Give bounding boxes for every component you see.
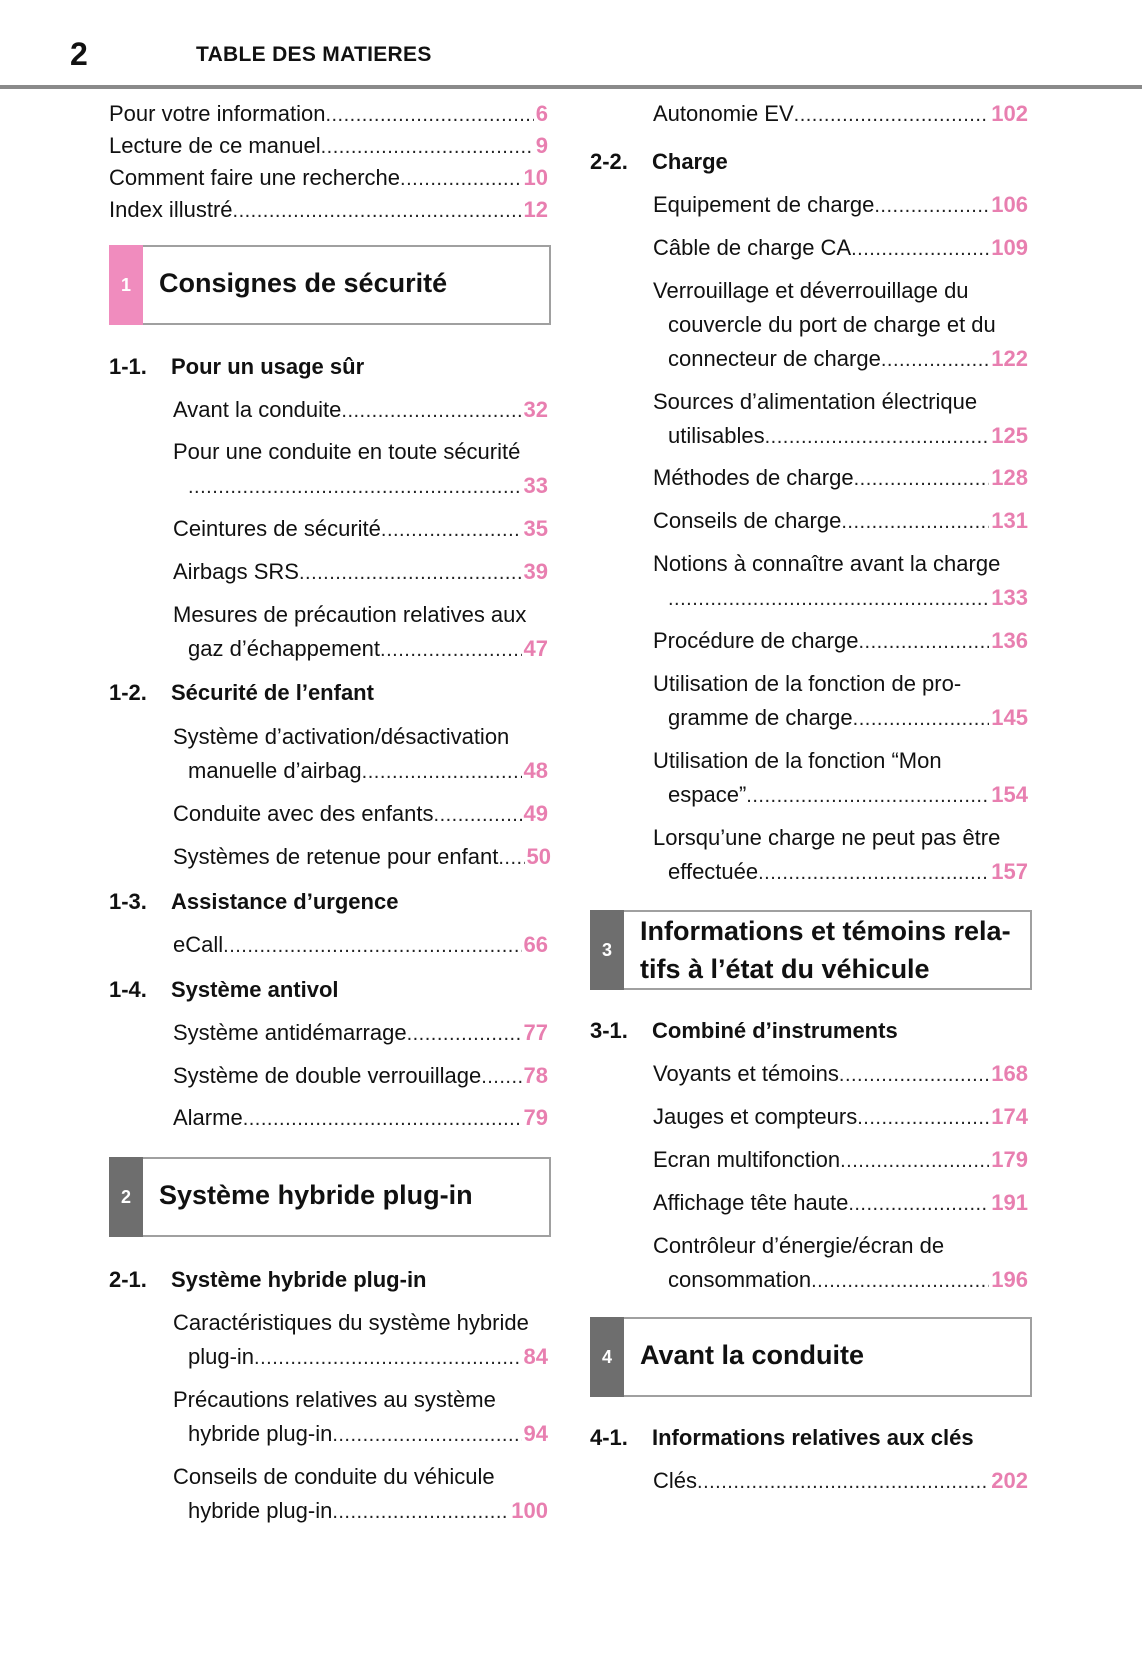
toc-entry[interactable] <box>668 703 1028 734</box>
entry-page: 94 <box>523 1421 548 1446</box>
dot-leader <box>223 931 521 961</box>
entry-label: hybride plug-in <box>188 1498 333 1523</box>
section-heading[interactable] <box>109 678 374 708</box>
section-heading[interactable] <box>109 352 364 382</box>
toc-entry[interactable] <box>109 195 548 226</box>
entry-label: Ecran multifonction <box>653 1147 841 1172</box>
dot-leader <box>325 100 533 130</box>
dot-leader <box>332 1420 521 1450</box>
toc-entry[interactable] <box>653 626 1028 657</box>
entry-label: manuelle d’airbag <box>188 758 362 783</box>
entry-label: Comment faire une recherche <box>109 165 401 190</box>
entry-page: 9 <box>535 133 548 158</box>
section-title: Charge <box>652 149 728 174</box>
entry-label: Ceintures de sécurité <box>173 516 381 541</box>
toc-entry[interactable] <box>188 756 548 787</box>
toc-entry[interactable] <box>173 930 548 961</box>
section-title: Sécurité de l’enfant <box>171 680 374 705</box>
section-title: Système antivol <box>171 977 339 1002</box>
entry-label-line: Utilisation de la fonction “Mon <box>653 748 942 773</box>
chapter-tab: 1 <box>109 245 143 325</box>
section-number: 2-1. <box>109 1267 147 1292</box>
section-number: 2-2. <box>590 149 628 174</box>
dot-leader <box>854 464 990 494</box>
entry-label: Câble de charge CA <box>653 235 852 260</box>
chapter-title: Avant la conduite <box>640 1340 865 1370</box>
entry-page: 168 <box>991 1061 1028 1086</box>
entry-page: 179 <box>991 1147 1028 1172</box>
dot-leader <box>794 100 990 130</box>
entry-label: Système de double verrouillage <box>173 1063 482 1088</box>
entry-page: 78 <box>523 1063 548 1088</box>
dot-leader <box>407 1019 522 1049</box>
entry-page: 79 <box>523 1105 548 1130</box>
toc-entry[interactable] <box>173 514 548 545</box>
entry-label: Avant la conduite <box>173 397 342 422</box>
entry-label: Equipement de charge <box>653 192 875 217</box>
section-heading[interactable] <box>109 887 398 917</box>
entry-label-line: Contrôleur d’énergie/écran de <box>653 1233 945 1258</box>
toc-entry[interactable] <box>173 1061 548 1092</box>
dot-leader <box>362 757 522 787</box>
toc-entry[interactable] <box>188 634 548 665</box>
toc-entry[interactable] <box>668 344 1028 375</box>
section-title: Système hybride plug-in <box>171 1267 427 1292</box>
entry-label: Voyants et témoins <box>653 1061 839 1086</box>
entry-page: 136 <box>991 628 1028 653</box>
dot-leader <box>851 234 989 264</box>
dot-leader <box>321 132 534 162</box>
section-number: 1-1. <box>109 354 147 379</box>
dot-leader <box>380 635 521 665</box>
dot-leader <box>746 781 989 811</box>
toc-entry[interactable] <box>109 131 548 162</box>
entry-label: Méthodes de charge <box>653 465 854 490</box>
entry-page: 10 <box>523 165 548 190</box>
dot-leader <box>840 1146 989 1176</box>
toc-entry[interactable] <box>653 233 1028 264</box>
chapter-title-line: tifs à l’état du véhicule <box>640 954 930 984</box>
entry-label: Autonomie EV <box>653 101 794 126</box>
entry-label-line: Sources d’alimentation électrique <box>653 389 978 414</box>
entry-label: Systèmes de retenue pour enfant <box>173 844 499 869</box>
entry-label: gramme de charge <box>668 705 853 730</box>
toc-entry[interactable] <box>188 1342 548 1373</box>
dot-leader <box>881 345 989 375</box>
entry-label-line: Utilisation de la fonction de pro- <box>653 671 962 696</box>
entry-label-line: Notions à connaître avant la charge <box>653 551 1001 576</box>
entry-label-line: Système d’activation/désactivation <box>173 724 510 749</box>
entry-label: hybride plug-in <box>188 1421 333 1446</box>
section-title: Assistance d’urgence <box>171 889 399 914</box>
entry-label: espace” <box>668 782 747 807</box>
dot-leader <box>841 507 989 537</box>
section-title: Pour un usage sûr <box>171 354 365 379</box>
toc-entry[interactable] <box>653 1059 1028 1090</box>
entry-label: Airbags SRS <box>173 559 299 584</box>
entry-page: 154 <box>991 782 1028 807</box>
entry-page: 12 <box>523 197 548 222</box>
entry-label: gaz d’échappement <box>188 636 381 661</box>
entry-label: Conseils de charge <box>653 508 842 533</box>
dot-leader <box>857 1103 989 1133</box>
chapter-title: Consignes de sécurité <box>159 268 448 298</box>
dot-leader <box>434 800 522 830</box>
entry-page: 66 <box>523 932 548 957</box>
entry-page: 47 <box>523 636 548 661</box>
entry-page: 39 <box>523 559 548 584</box>
chapter-tab: 2 <box>109 1157 143 1237</box>
toc-entry[interactable] <box>668 780 1028 811</box>
toc-entry[interactable] <box>173 395 548 426</box>
section-title: Informations relatives aux clés <box>652 1425 974 1450</box>
dot-leader <box>332 1497 509 1527</box>
toc-entry[interactable] <box>173 1018 548 1049</box>
section-heading[interactable] <box>109 975 339 1005</box>
entry-page: 109 <box>991 235 1028 260</box>
dot-leader <box>811 1266 989 1296</box>
chapter-title: Système hybride plug-in <box>159 1180 473 1210</box>
entry-label: utilisables <box>668 423 765 448</box>
chapter-title-line: Informations et témoins rela- <box>640 916 1011 946</box>
dot-leader <box>498 843 524 873</box>
entry-label: consommation <box>668 1267 812 1292</box>
toc-entry[interactable] <box>653 463 1028 494</box>
dot-leader <box>381 515 522 545</box>
entry-page: 106 <box>991 192 1028 217</box>
entry-label: Procédure de charge <box>653 628 859 653</box>
section-heading[interactable] <box>109 1265 427 1295</box>
section-number: 4-1. <box>590 1425 628 1450</box>
entry-label: effectuée <box>668 859 759 884</box>
entry-page: 77 <box>523 1020 548 1045</box>
dot-leader <box>341 396 521 426</box>
entry-label: Index illustré <box>109 197 233 222</box>
toc-entry[interactable] <box>653 506 1028 537</box>
toc-entry[interactable] <box>653 1466 1028 1497</box>
entry-page: 50 <box>526 844 551 869</box>
dot-leader <box>243 1104 522 1134</box>
entry-page: 125 <box>991 423 1028 448</box>
toc-entry[interactable] <box>173 842 551 873</box>
section-heading[interactable] <box>590 147 728 177</box>
toc-entry[interactable] <box>173 557 548 588</box>
entry-page: 174 <box>991 1104 1028 1129</box>
toc-entry[interactable] <box>653 99 1028 130</box>
chapter-4-heading[interactable] <box>590 1317 1032 1397</box>
header-rule <box>0 85 1142 89</box>
toc-entry[interactable] <box>668 1265 1028 1296</box>
entry-label: Affichage tête haute <box>653 1190 849 1215</box>
dot-leader <box>668 584 989 614</box>
entry-label-line: Conseils de conduite du véhicule <box>173 1464 495 1489</box>
entry-label: Clés <box>653 1468 698 1493</box>
entry-label: Lecture de ce manuel <box>109 133 321 158</box>
entry-label-line: Mesures de précaution relatives aux <box>173 602 527 627</box>
dot-leader <box>697 1467 989 1497</box>
dot-leader <box>400 164 521 194</box>
entry-page: 32 <box>523 397 548 422</box>
dot-leader <box>839 1060 989 1090</box>
chapter-2-heading[interactable] <box>109 1157 551 1237</box>
section-number: 1-2. <box>109 680 147 705</box>
entry-page: 49 <box>523 801 548 826</box>
dot-leader <box>853 704 990 734</box>
dot-leader <box>299 558 522 588</box>
entry-page: 122 <box>991 346 1028 371</box>
section-heading[interactable] <box>590 1016 898 1046</box>
toc-entry[interactable] <box>188 471 548 502</box>
toc-entry[interactable] <box>173 799 548 830</box>
entry-label-line: couvercle du port de charge et du <box>668 312 996 337</box>
entry-page: 202 <box>991 1468 1028 1493</box>
toc-entry[interactable] <box>173 1103 548 1134</box>
toc-entry[interactable] <box>109 99 548 130</box>
entry-page: 100 <box>511 1498 548 1523</box>
entry-label: connecteur de charge <box>668 346 881 371</box>
entry-label-line: Caractéristiques du système hybride <box>173 1310 529 1335</box>
entry-page: 6 <box>535 101 548 126</box>
dot-leader <box>765 422 990 452</box>
entry-label: Pour votre information <box>109 101 326 126</box>
entry-page: 84 <box>523 1344 548 1369</box>
entry-page: 145 <box>991 705 1028 730</box>
entry-label: plug-in <box>188 1344 255 1369</box>
entry-page: 196 <box>991 1267 1028 1292</box>
toc-entry[interactable] <box>653 1102 1028 1133</box>
entry-page: 128 <box>991 465 1028 490</box>
entry-label: Alarme <box>173 1105 243 1130</box>
toc-entry[interactable] <box>653 1145 1028 1176</box>
entry-page: 33 <box>523 473 548 498</box>
entry-label-line: Précautions relatives au système <box>173 1387 496 1412</box>
entry-page: 133 <box>991 585 1028 610</box>
entry-label: Jauges et compteurs <box>653 1104 858 1129</box>
section-heading[interactable] <box>590 1423 974 1453</box>
section-number: 1-3. <box>109 889 147 914</box>
section-number: 1-4. <box>109 977 147 1002</box>
section-title: Combiné d’instruments <box>652 1018 898 1043</box>
toc-entry[interactable] <box>109 163 548 194</box>
chapter-1-heading[interactable] <box>109 245 551 325</box>
entry-page: 157 <box>991 859 1028 884</box>
dot-leader <box>254 1343 521 1373</box>
dot-leader <box>481 1062 521 1092</box>
entry-label: eCall <box>173 932 224 957</box>
entry-page: 191 <box>991 1190 1028 1215</box>
toc-entry[interactable] <box>653 190 1028 221</box>
toc-entry[interactable] <box>653 1188 1028 1219</box>
page-number: 2 <box>70 36 88 72</box>
dot-leader <box>858 627 989 657</box>
entry-page: 48 <box>523 758 548 783</box>
header-title: TABLE DES MATIERES <box>196 43 432 66</box>
chapter-tab: 3 <box>590 910 624 990</box>
entry-page: 131 <box>991 508 1028 533</box>
toc-entry[interactable] <box>188 1496 548 1527</box>
toc-entry[interactable] <box>668 583 1028 614</box>
entry-label-line: Lorsqu’une charge ne peut pas être <box>653 825 1001 850</box>
toc-entry[interactable] <box>188 1419 548 1450</box>
dot-leader <box>848 1189 989 1219</box>
dot-leader <box>233 196 522 226</box>
entry-label-line: Pour une conduite en toute sécurité <box>173 439 521 464</box>
dot-leader <box>758 858 989 888</box>
entry-page: 35 <box>523 516 548 541</box>
entry-label: Conduite avec des enfants <box>173 801 434 826</box>
chapter-3-heading[interactable] <box>590 910 1032 990</box>
section-number: 3-1. <box>590 1018 628 1043</box>
entry-label: Système antidémarrage <box>173 1020 407 1045</box>
toc-entry[interactable] <box>668 857 1028 888</box>
dot-leader <box>188 472 522 502</box>
dot-leader <box>874 191 989 221</box>
entry-page: 102 <box>991 101 1028 126</box>
toc-entry[interactable] <box>668 421 1028 452</box>
entry-label-line: Verrouillage et déverrouillage du <box>653 278 969 303</box>
chapter-tab: 4 <box>590 1317 624 1397</box>
